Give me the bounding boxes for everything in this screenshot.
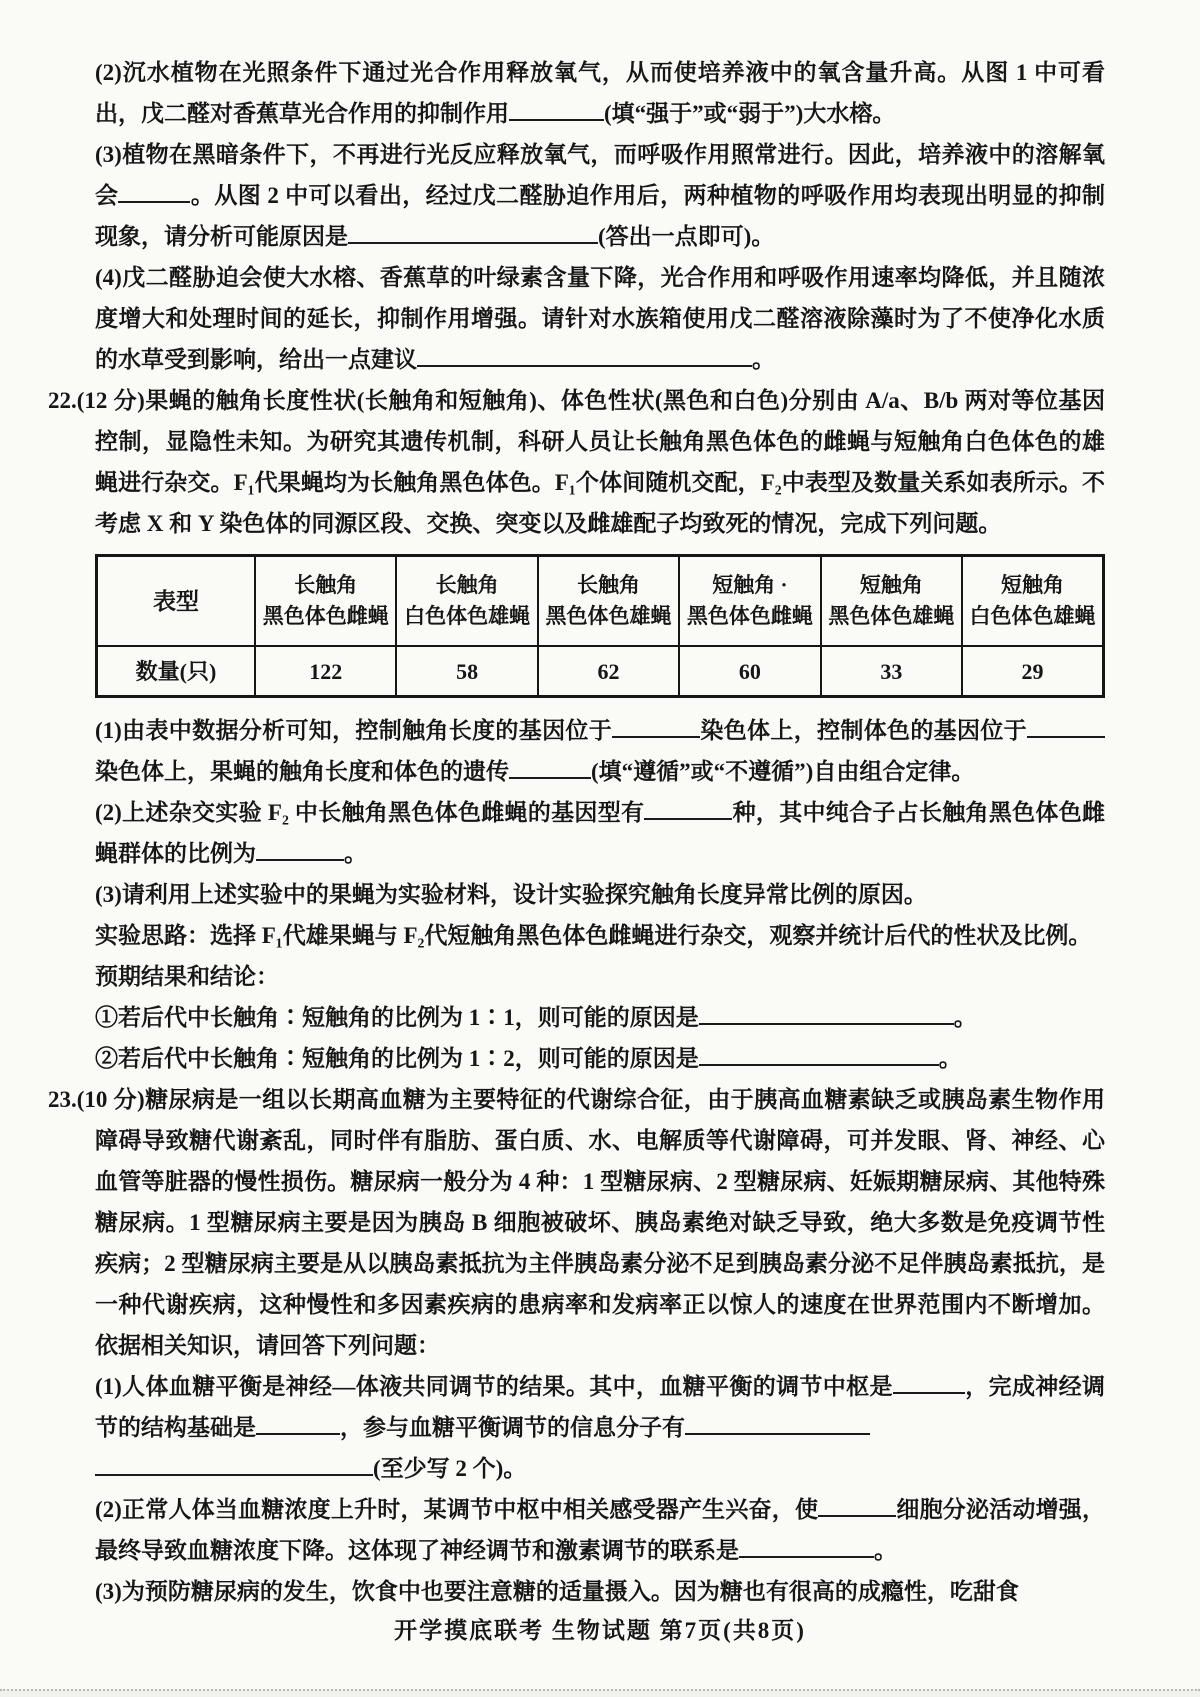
question-21-part-4 <box>95 257 1105 380</box>
count-cell: 58 <box>396 646 537 697</box>
question-21-part-2 <box>95 52 1105 134</box>
blank-field <box>348 222 598 244</box>
q22-c2-text-1: ②若后代中长触角∶短触角的比例为 1∶2，则可能的原因是 <box>95 1046 699 1071</box>
blank-field <box>256 1413 340 1435</box>
body-color-label: 黑色体色雌蝇 <box>686 604 813 628</box>
table-header-cell <box>962 556 1103 647</box>
blank-field <box>612 716 700 738</box>
q22-c2-text-2: 。 <box>938 1046 962 1071</box>
f2-phenotype-table <box>95 554 1105 698</box>
q22-p2-text-1: (2)上述杂交实验 F₂ 中长触角黑色体色雌蝇的基因型有 <box>95 800 645 825</box>
row-label-cell: 数量(只) <box>97 646 256 697</box>
trait-label: 短触角 <box>859 573 923 597</box>
q22-intro-text: 22.(12 分)果蝇的触角长度性状(长触角和短触角)、体色性状(黑色和白色)分别由 A/a、B/b 两对等位基因控制，显隐性未知。为研究其遗传机制，科研人员让长触角黑色体色的雌蝇与短触角白色体色的雄蝇进行杂交。F₁代果蝇均为长触角黑色体色。F₁个体间随机交配，F₂中表型及数量关系如表所示。不考虑 X 和 Y 染色体的同源区段、交换、突变以及雌雄配子均致死的情况，完成下列问题。 <box>48 388 1105 536</box>
blank-field <box>509 757 591 779</box>
blank-field <box>685 1413 870 1435</box>
question-21-part-3 <box>95 134 1105 257</box>
table-header-cell <box>396 556 537 647</box>
q21-p3-text-3: (答出一点即可)。 <box>598 224 775 249</box>
body-color-label: 白色体色雄蝇 <box>404 604 531 628</box>
blank-field <box>699 1003 954 1025</box>
q22-expect-title-text: 预期结果和结论： <box>95 964 279 989</box>
q22-p3-title-text: (3)请利用上述实验中的果蝇为实验材料，设计实验探究触角长度异常比例的原因。 <box>95 882 927 907</box>
table-count-row <box>97 646 1104 697</box>
blank-field <box>1027 716 1105 738</box>
count-cell: 62 <box>538 646 679 697</box>
q22-c1-text-2: 。 <box>953 1005 977 1030</box>
q23-p1-text-4: (至少写 2 个)。 <box>373 1456 527 1481</box>
q22-p1-text-1: (1)由表中数据分析可知，控制触角长度的基因位于 <box>95 718 613 743</box>
body-color-label: 白色体色雄蝇 <box>969 604 1096 628</box>
q22-p1-text-2: 染色体上，控制体色的基因位于 <box>700 718 1027 743</box>
table-header-row <box>97 556 1104 647</box>
q22-p2-text-3: 。 <box>344 841 367 866</box>
question-22-approach <box>95 915 1105 956</box>
table-header-cell <box>538 556 679 647</box>
table-header-cell <box>679 556 820 647</box>
trait-label: 长触角 <box>435 573 499 597</box>
blank-field <box>509 99 604 121</box>
blank-field <box>644 798 732 820</box>
q22-p1-text-3: 染色体上，果蝇的触角长度和体色的遗传 <box>95 759 509 784</box>
q23-p1-text-2: ，完成神经调节的结构基础是 <box>95 1374 1106 1440</box>
count-cell: 60 <box>679 646 820 697</box>
trait-label: 长触角 <box>577 573 641 597</box>
table-corner-cell: 表型 <box>97 556 256 647</box>
table-header-cell <box>821 556 962 647</box>
count-cell: 29 <box>962 646 1103 697</box>
q23-p2-text-1: (2)正常人体当血糖浓度上升时，某调节中枢中相关感受器产生兴奋，使 <box>95 1497 819 1522</box>
trait-label: 短触角 <box>1001 573 1065 597</box>
count-cell: 33 <box>821 646 962 697</box>
q23-p3-text: (3)为预防糖尿病的发生，饮食中也要注意糖的适量摄入。因为糖也有很高的成瘾性，吃甜食 <box>95 1579 1019 1604</box>
body-color-label: 黑色体色雄蝇 <box>828 604 955 628</box>
body-color-label: 黑色体色雌蝇 <box>262 604 389 628</box>
table-header-cell <box>255 556 396 647</box>
q22-p1-text-4: (填“遵循”或“不遵循”)自由组合定律。 <box>591 759 975 784</box>
q21-p3-text-1: (3)植物在黑暗条件下，不再进行光反应释放氧气，而呼吸作用照常进行。因此，培养液中的溶解氧会 <box>95 142 1105 208</box>
blank-field <box>256 839 344 861</box>
question-23-part-1 <box>95 1366 1105 1448</box>
question-22-expect-title <box>95 956 1105 997</box>
q23-p2-text-2: 细胞分泌活动增强，最终导致血糖浓度下降。这体现了神经调节和激素调节的联系是 <box>95 1497 1105 1563</box>
blank-field <box>893 1372 965 1394</box>
q22-approach-text: 实验思路：选择 F₁代雄果蝇与 F₂代短触角黑色体色雌蝇进行杂交，观察并统计后代的性状及比例。 <box>95 923 1092 948</box>
question-22-conclusion-2 <box>95 1038 1105 1079</box>
question-23-part-2 <box>95 1489 1105 1571</box>
question-23-intro <box>48 1079 1105 1366</box>
q21-p4-text-1: (4)戊二醛胁迫会使大水榕、香蕉草的叶绿素含量下降，光合作用和呼吸作用速率均降低，并且随浓度增大和处理时间的延长，抑制作用增强。请针对水族箱使用戊二醛溶液除藻时为了不使净化水质的水草受到影响，给出一点建议 <box>95 265 1105 372</box>
q22-c1-text-1: ①若后代中长触角∶短触角的比例为 1∶1，则可能的原因是 <box>95 1005 699 1030</box>
trait-label: 长触角 <box>294 573 358 597</box>
question-23-part-3 <box>95 1571 1105 1612</box>
page-footer: 开学摸底联考 生物试题 第7页(共8页) <box>394 1618 806 1643</box>
q21-p3-text-2: 。从图 2 中可以看出，经过戊二醛胁迫作用后，两种植物的呼吸作用均表现出明显的抑制现象，请分析可能原因是 <box>95 183 1106 249</box>
blank-field <box>739 1536 874 1558</box>
question-22-part-3-title <box>95 874 1105 915</box>
question-22-intro <box>48 380 1105 544</box>
count-cell: 122 <box>255 646 396 697</box>
blank-field <box>417 345 752 367</box>
q21-p2-text-1: (2)沉水植物在光照条件下通过光合作用释放氧气，从而使培养液中的氧含量升高。从图 1 中可看出，戊二醛对香蕉草光合作用的抑制作用 <box>95 60 1105 126</box>
blank-field <box>818 1495 896 1517</box>
q21-p4-text-2: 。 <box>752 347 775 372</box>
blank-field <box>118 181 190 203</box>
question-22-part-2 <box>95 792 1105 874</box>
q21-p2-text-2: (填“强于”或“弱于”)大水榕。 <box>604 101 896 126</box>
q23-p2-text-3: 。 <box>874 1538 897 1563</box>
question-22-part-1 <box>95 710 1105 792</box>
scan-edge-artifact <box>0 1689 1200 1697</box>
q23-p1-text-3: ，参与血糖平衡调节的信息分子有 <box>340 1415 685 1440</box>
q23-p1-text-1: (1)人体血糖平衡是神经—体液共同调节的结果。其中，血糖平衡的调节中枢是 <box>95 1374 893 1399</box>
q22-p2-text-2: 种，其中纯合子占长触角黑色体色雌蝇群体的比例为 <box>95 800 1106 866</box>
question-22-conclusion-1 <box>95 997 1105 1038</box>
q23-intro-text: 23.(10 分)糖尿病是一组以长期高血糖为主要特征的代谢综合征，由于胰高血糖素缺乏或胰岛素生物作用障碍导致糖代谢紊乱，同时伴有脂肪、蛋白质、水、电解质等代谢障碍，可并发眼、肾、神经、心血管等脏器的慢性损伤。糖尿病一般分为 4 种：1 型糖尿病、2 型糖尿病、妊娠期糖尿病、其他特殊糖尿病。1 型糖尿病主要是因为胰岛 B 细胞被破坏、胰岛素绝对缺乏导致，绝大多数是免疫调节性疾病；2 型糖尿病主要是从以胰岛素抵抗为主伴胰岛素分泌不足到胰岛素分泌不足伴胰岛素抵抗，是一种代谢疾病，这种慢性和多因素疾病的患病率和发病率正以惊人的速度在世界范围内不断增加。依据相关知识，请回答下列问题： <box>48 1087 1105 1358</box>
trait-label: 短触角 · <box>712 573 788 597</box>
blank-field <box>699 1044 939 1066</box>
blank-field <box>95 1454 373 1476</box>
question-23-part-1-continuation <box>95 1448 1105 1489</box>
body-color-label: 黑色体色雄蝇 <box>545 604 672 628</box>
